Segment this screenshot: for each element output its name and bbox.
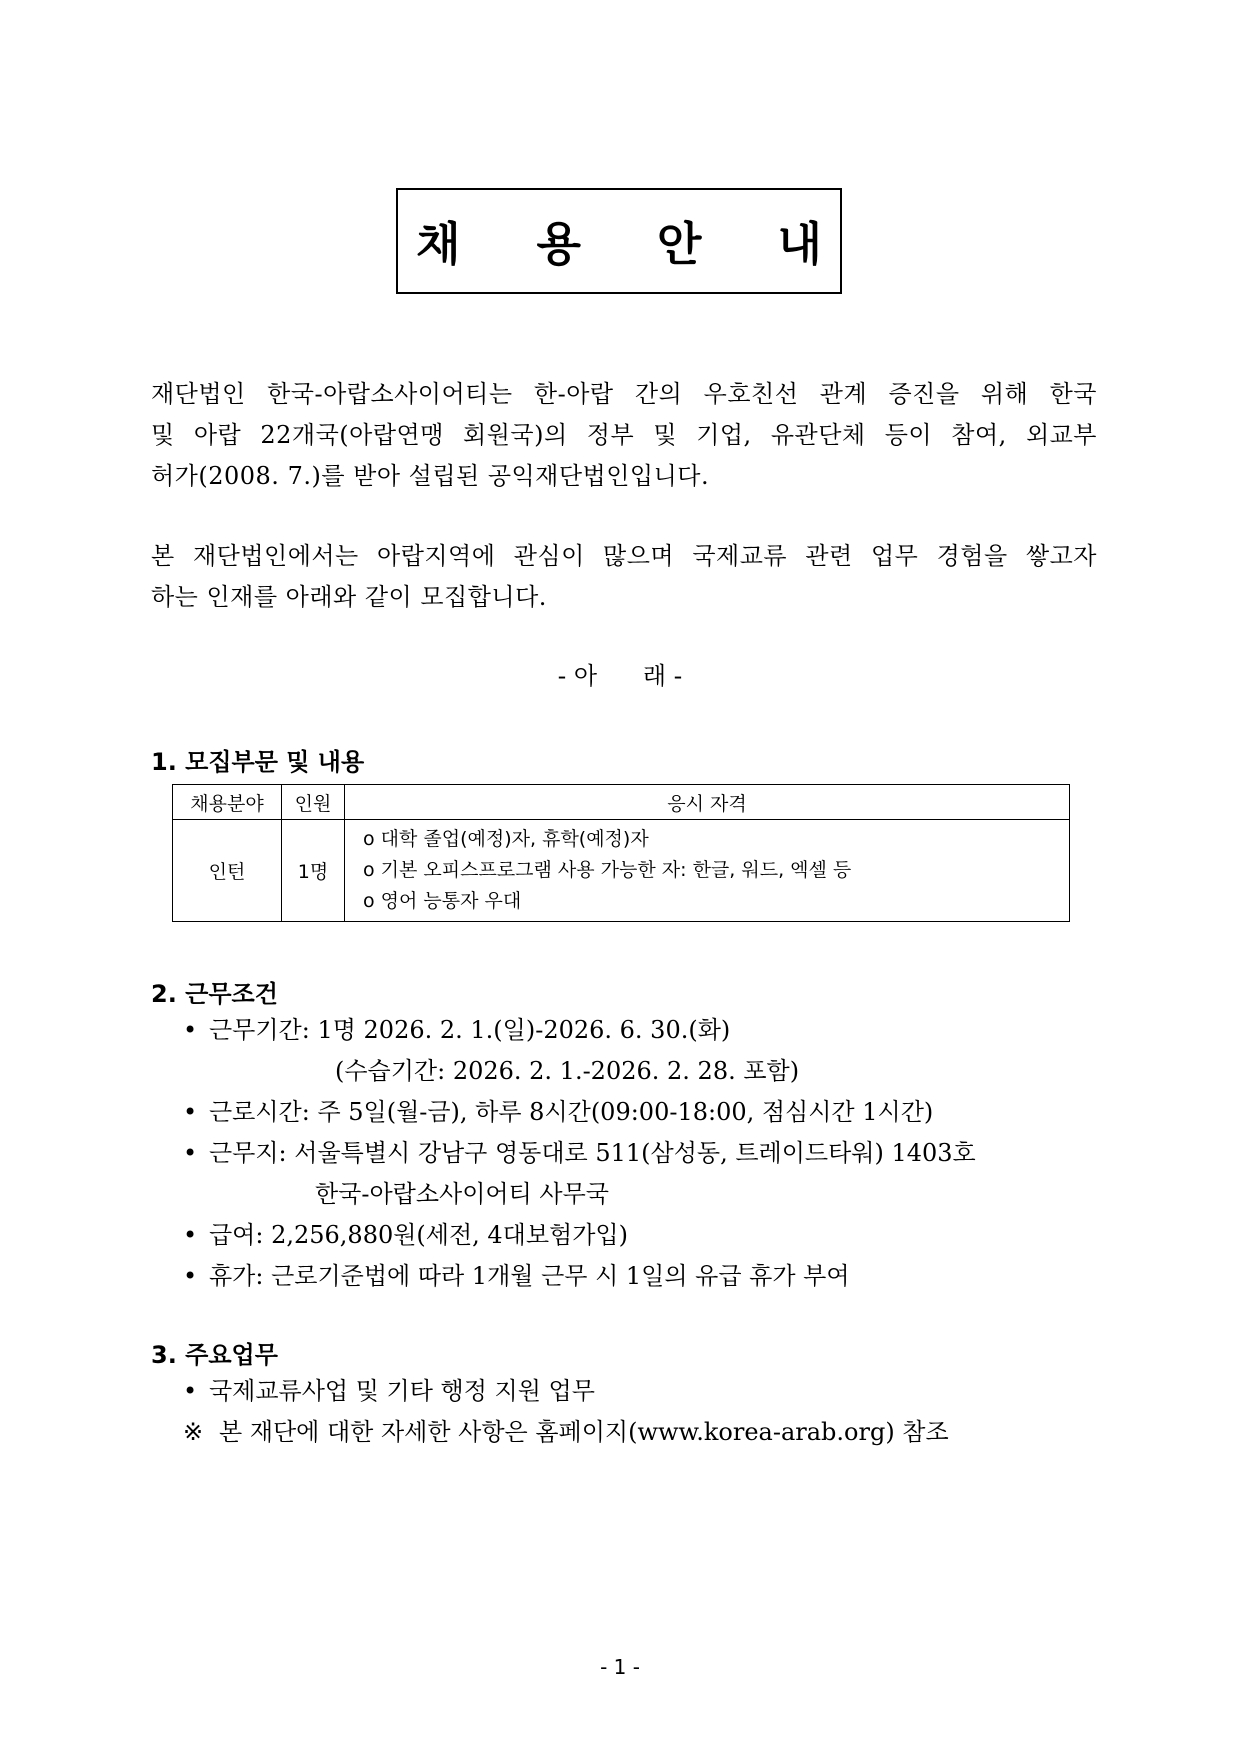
list-item (183, 1010, 976, 1051)
intro-p2-line-1: 본 재단법인에서는 아랍지역에 관심이 많으며 국제교류 관련 업무 경험을 쌓고자 (151, 542, 1097, 570)
bullet-icon: • (183, 1262, 198, 1290)
header-field: 채용분야 (173, 785, 282, 820)
document-title: 채 용 안 내 (416, 217, 852, 271)
cell-field: 인턴 (173, 820, 282, 922)
vacation: 휴가: 근로기준법에 따라 1개월 근무 시 1일의 유급 휴가 부여 (209, 1262, 850, 1290)
header-count: 인원 (282, 785, 345, 820)
qualification-item: o 영어 능통자 우대 (363, 890, 522, 912)
list-item (183, 1092, 976, 1133)
intro-paragraph-1 (151, 374, 1097, 497)
reference-note (183, 1412, 949, 1453)
cell-qualifications (345, 820, 1070, 922)
main-duties-list (183, 1371, 949, 1453)
bullet-icon: • (183, 1377, 198, 1405)
intro-p1-line-3: 허가(2008. 7.)를 받아 설립된 공익재단법인입니다. (151, 462, 710, 490)
salary: 급여: 2,256,880원(세전, 4대보험가입) (209, 1221, 628, 1249)
qualification-item: o 기본 오피스프로그램 사용 가능한 자: 한글, 워드, 엑셀 등 (363, 859, 852, 881)
intro-paragraph-2 (151, 536, 1097, 618)
list-item (183, 1133, 976, 1174)
intro-p1-line-2: 및 아랍 22개국(아랍연맹 회원국)의 정부 및 기업, 유관단체 등이 참여, 외교부 (151, 421, 1097, 449)
reference-note-text: 본 재단에 대한 자세한 사항은 홈페이지(www.korea-arab.org) 참조 (219, 1418, 949, 1446)
section-1-heading: 1. 모집부문 및 내용 (151, 748, 365, 776)
recruitment-table (172, 784, 1070, 922)
section-2-heading: 2. 근무조건 (151, 980, 278, 1008)
bullet-icon: • (183, 1098, 198, 1126)
list-item (183, 1256, 976, 1297)
page-number: - 1 - (600, 1655, 640, 1679)
qualification-item: o 대학 졸업(예정)자, 휴학(예정)자 (363, 828, 649, 850)
bullet-icon: • (183, 1016, 198, 1044)
bullet-icon: • (183, 1221, 198, 1249)
list-item (183, 1371, 949, 1412)
work-conditions-list (183, 1010, 976, 1297)
cell-count: 1명 (282, 820, 345, 922)
header-qualifications: 응시 자격 (345, 785, 1070, 820)
intro-p1-line-1: 재단법인 한국-아랍소사이어티는 한-아랍 간의 우호친선 관계 증진을 위해 한국 (151, 380, 1097, 408)
main-duty: 국제교류사업 및 기타 행정 지원 업무 (209, 1377, 595, 1405)
work-location: 근무지: 서울특별시 강남구 영동대로 511(삼성동, 트레이드타워) 1403호 (209, 1139, 976, 1167)
intro-p2-line-2: 하는 인재를 아래와 같이 모집합니다. (151, 583, 547, 611)
work-location-office: 한국-아랍소사이어티 사무국 (315, 1180, 609, 1208)
title-box (396, 188, 852, 294)
table-header-row (173, 785, 1070, 820)
list-item (183, 1215, 976, 1256)
section-3-heading: 3. 주요업무 (151, 1341, 278, 1369)
notice-heading: - 아 래 - (557, 662, 683, 690)
probation-period: (수습기간: 2026. 2. 1.-2026. 2. 28. 포함) (335, 1057, 800, 1085)
reference-mark-icon: ※ (183, 1418, 204, 1446)
bullet-icon: • (183, 1139, 198, 1167)
table-row (173, 820, 1070, 922)
work-hours: 근로시간: 주 5일(월-금), 하루 8시간(09:00-18:00, 점심시간 1시간) (209, 1098, 934, 1126)
work-period: 근무기간: 1명 2026. 2. 1.(일)-2026. 6. 30.(화) (209, 1016, 731, 1044)
